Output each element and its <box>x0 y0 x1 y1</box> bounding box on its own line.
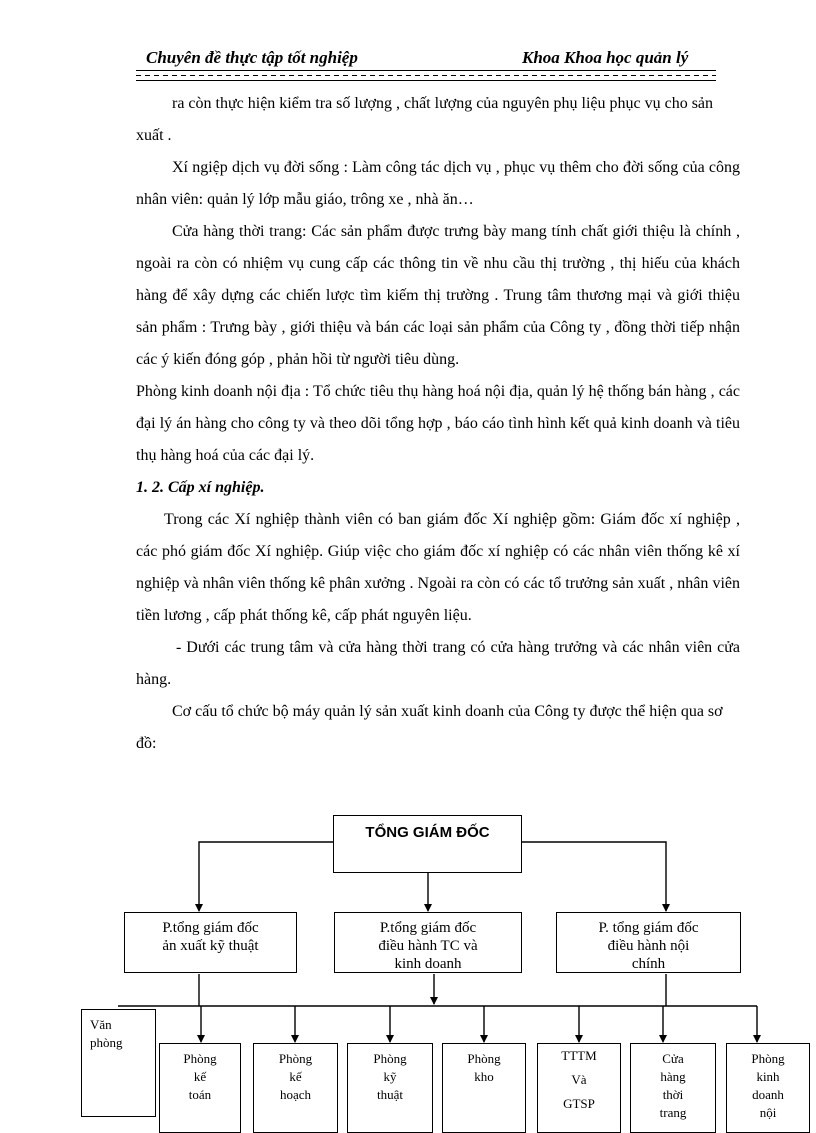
org-box-office <box>81 1009 156 1117</box>
box-line: Văn <box>90 1017 112 1032</box>
org-box-trade-center <box>537 1043 621 1133</box>
box-line: P.tổng giám đốc <box>379 920 477 936</box>
paragraph-3: Cửa hàng thời trang: Các sản phẩm được trưng bày mang tính chất giới thiệu là chính , ngoài ra còn có nhiệm vụ cung cấp các thông tin về nhu cầu thị trường , thị hiếu của khách hàng để xây dựng các chiến lược tìm kiếm thị trường . Trung tâm thương mại và giới thiệu sản phẩm : Trưng bày , giới thiệu và bán các loại sản phẩm của Công ty , đồng thời tiếp nhận các ý kiến đóng góp , phản hồi từ người tiêu dùng. <box>136 223 740 368</box>
box-line: kế <box>289 1069 302 1084</box>
org-box-deputy-internal <box>556 912 741 973</box>
box-line: TTTM <box>561 1048 597 1063</box>
paragraph-6: - Dưới các trung tâm và cửa hàng thời trang có cửa hàng trưởng và các nhân viên cửa hàng. <box>136 639 740 688</box>
box-line: Phòng <box>751 1051 785 1066</box>
paragraph-4: Phòng kinh doanh nội địa : Tổ chức tiêu thụ hàng hoá nội địa, quản lý hệ thống bán hàng , các đại lý án hàng cho công ty và theo dõi tổng hợp , báo cáo tình hình kết quả kinh doanh và tiêu thụ hàng hoá của các đại lý. <box>136 383 740 464</box>
paragraph-1: ra còn thực hiện kiểm tra số lượng , chất lượng của nguyên phụ liệu phục vụ cho sản xuất . <box>136 95 714 144</box>
org-box-fashion-store <box>630 1043 716 1133</box>
box-line: điều hành nội <box>607 938 690 954</box>
box-line: nội <box>759 1105 777 1120</box>
box-line: kinh doanh <box>394 956 462 972</box>
box-line: kinh <box>756 1069 780 1084</box>
section-title: 1. 2. Cấp xí nghiệp. <box>136 479 265 496</box>
box-line: P.tổng giám đốc <box>162 920 259 936</box>
paragraph-5: Trong các Xí nghiệp thành viên có ban giám đốc Xí nghiệp gồm: Giám đốc xí nghiệp , các phó giám đốc Xí nghiệp. Giúp việc cho giám đốc xí nghiệp có các nhân viên thống kê xí nghiệp và nhân viên thống kê phân xưởng . Ngoài ra còn có các tổ trưởng sản xuất , nhân viên tiền lương , cấp phát thống kê, cấp phát nguyên liệu. <box>136 511 740 624</box>
org-box-domestic-sales <box>726 1043 810 1133</box>
box-line: Phòng <box>467 1051 501 1066</box>
box-line: thời <box>662 1087 684 1102</box>
org-box-deputy-finance <box>334 912 522 973</box>
org-box-ceo: TỔNG GIÁM ĐỐC <box>333 815 522 873</box>
box-line: ản xuất kỹ thuật <box>162 938 259 954</box>
box-line: GTSP <box>563 1096 595 1111</box>
org-box-warehouse <box>442 1043 526 1133</box>
box-line: chính <box>631 956 666 972</box>
box-line: thuật <box>377 1087 403 1102</box>
box-line: hoạch <box>279 1087 312 1102</box>
box-line: điều hành TC và <box>378 938 478 954</box>
box-line: hàng <box>660 1069 686 1084</box>
box-line: doanh <box>752 1087 784 1102</box>
org-box-technical <box>347 1043 433 1133</box>
org-box-planning <box>253 1043 338 1133</box>
box-line: kế <box>193 1069 207 1084</box>
box-line: Và <box>571 1072 587 1087</box>
box-line: kho <box>474 1069 494 1084</box>
box-line: Phòng <box>278 1051 313 1066</box>
paragraph-2: Xí ngiệp dịch vụ đời sống : Làm công tác dịch vụ , phục vụ thêm cho đời sống của công nhân viên: quản lý lớp mẫu giáo, trông xe , nhà ăn… <box>136 159 740 208</box>
connector-top-right <box>522 842 666 911</box>
org-box-deputy-production <box>124 912 297 973</box>
box-line: toán <box>188 1087 212 1102</box>
box-line: trang <box>659 1105 687 1120</box>
header-right: Khoa Khoa học quản lý <box>522 48 689 67</box>
paragraph-7: Cơ cấu tổ chức bộ máy quản lý sản xuất kinh doanh của Công ty được thể hiện qua sơ đồ: <box>136 703 723 752</box>
box-line: phòng <box>90 1035 123 1050</box>
org-box-accounting <box>159 1043 241 1133</box>
header-left: Chuyên đề thực tập tốt nghiệp <box>146 48 358 67</box>
box-line: Cửa <box>662 1051 684 1066</box>
box-line: kỹ <box>383 1069 397 1084</box>
box-line: P. tổng giám đốc <box>598 920 699 936</box>
connector-top-left <box>199 842 333 911</box>
box-line: Phòng <box>183 1051 217 1066</box>
box-line: Phòng <box>373 1051 407 1066</box>
